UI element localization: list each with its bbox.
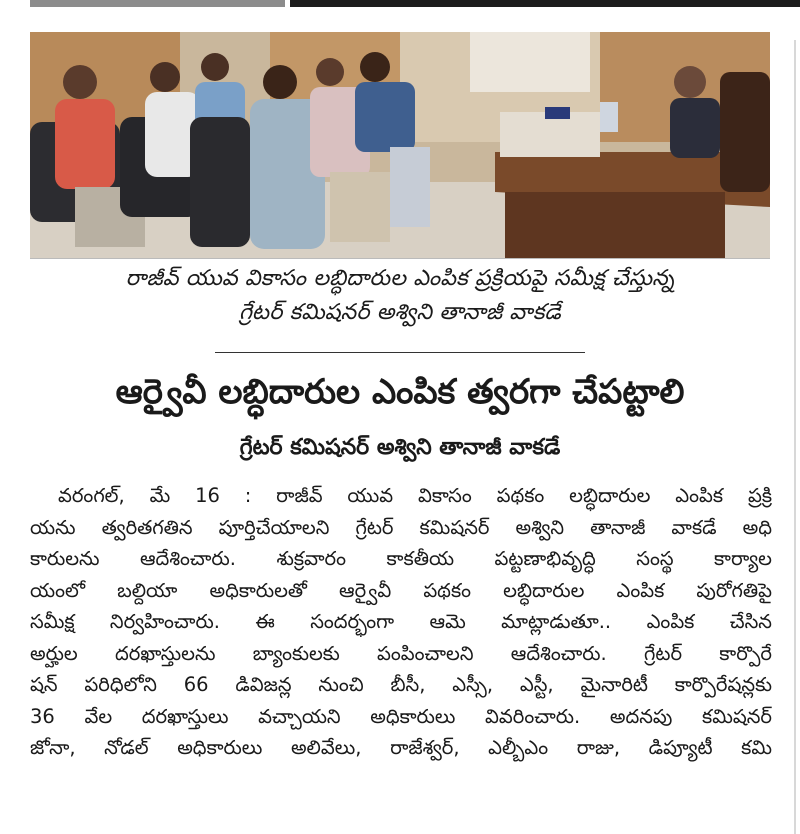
photo-caption <box>30 262 770 330</box>
column-divider <box>794 40 796 834</box>
meeting-photo <box>30 32 770 259</box>
caption-divider <box>215 352 585 353</box>
body-line: యంలో బల్దియా అధికారులతో ఆర్వైవీ పథకం లబ్ధిదారుల ఎంపిక పురోగతిపై <box>30 578 772 602</box>
article-body <box>30 480 772 764</box>
meeting-photo-illustration <box>30 32 770 258</box>
subheadline: గ్రేటర్ కమిషనర్ అశ్విని తానాజీ వాకడే <box>239 435 561 460</box>
body-line: కారులను ఆదేశించారు. శుక్రవారం కాకతీయ పట్టణాభివృద్ధి సంస్థ కార్యాల <box>30 547 772 570</box>
body-line: షన్ పరిధిలోని 66 డివిజన్ల నుంచి బీసీ, ఎస్సీ, ఎస్టీ, మైనారిటీ కార్పొరేషన్లకు <box>30 673 772 696</box>
body-line: జోనా, నోడల్ అధికారులు అలివేలు, రాజేశ్వర్, ఎల్బీఎం రాజు, డిప్యూటీ కమి <box>30 736 772 759</box>
body-line: వరంగల్, మే 16 : రాజీవ్ యువ వికాసం పథకం లబ్ధిదారుల ఎంపిక ప్రక్రి <box>58 484 772 507</box>
body-line: 36 వేల దరఖాస్తులు వచ్చాయని అధికారులు వివరించారు. అదనపు కమిషనర్ <box>30 704 772 728</box>
headline: ఆర్వైవీ లబ్ధిదారుల ఎంపిక త్వరగా చేపట్టాలి <box>115 372 685 412</box>
top-rule-right <box>290 0 800 7</box>
caption-line-2: గ్రేటర్ కమిషనర్ అశ్విని తానాజీ వాకడే <box>238 300 562 325</box>
caption-line-1: రాజీవ్ యువ వికాసం లబ్ధిదారుల ఎంపిక ప్రక్రియపై సమీక్ష చేస్తున్న <box>125 266 675 291</box>
body-line: సమీక్ష నిర్వహించారు. ఈ సందర్భంగా ఆమె మాట్లాడుతూ.. ఎంపిక చేసిన <box>30 610 772 633</box>
body-line: యను త్వరితగతిన పూర్తిచేయాలని గ్రేటర్ కమిషనర్ అశ్విని తానాజీ వాకడే అధి <box>30 515 772 539</box>
body-line: అర్హుల దరఖాస్తులను బ్యాంకులకు పంపించాలని ఆదేశించారు. గ్రేటర్ కార్పొరే <box>30 641 772 665</box>
top-rule-left <box>30 0 285 7</box>
